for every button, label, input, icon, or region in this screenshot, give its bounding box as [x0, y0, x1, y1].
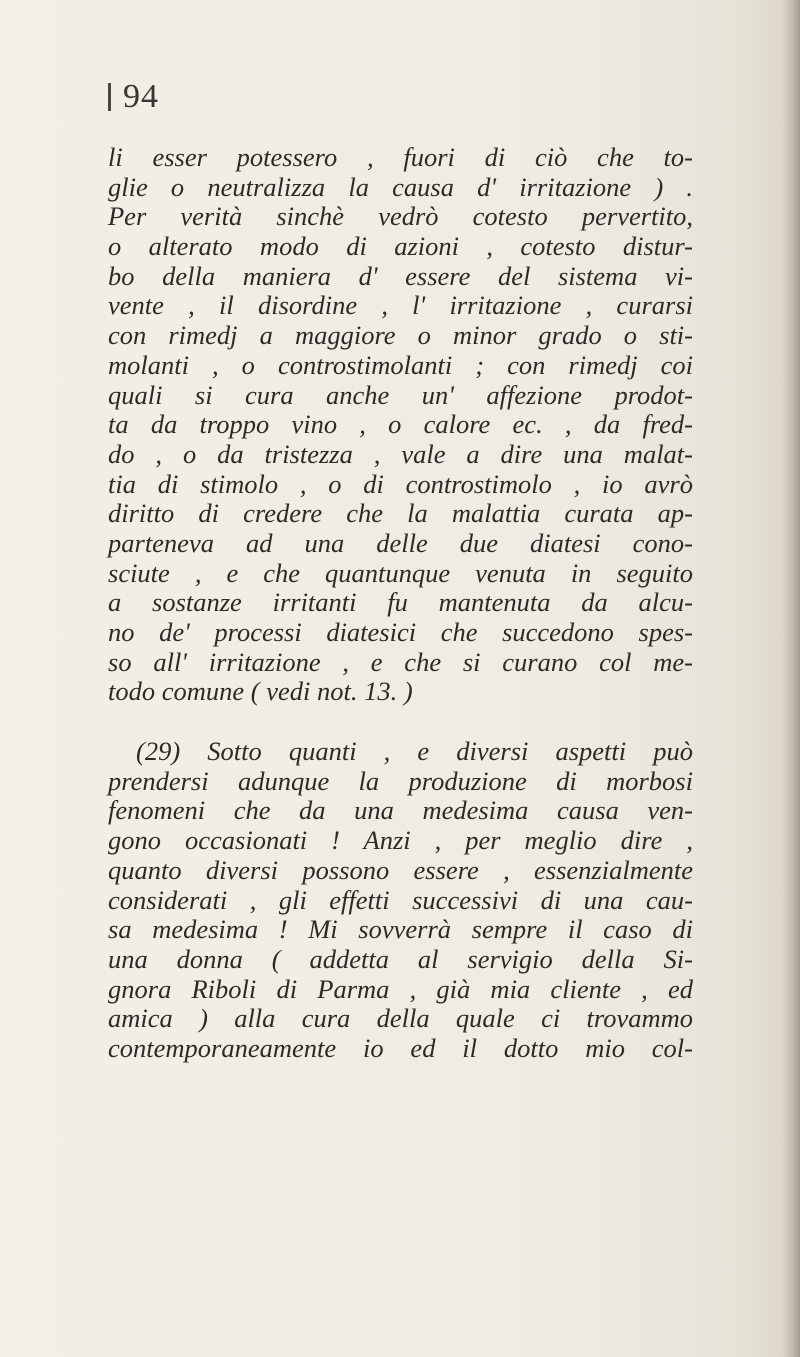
- text-line: contemporaneamente io ed il dotto mio col-: [108, 1032, 693, 1063]
- text-line: considerati , gli effetti successivi di una cau-: [108, 884, 693, 915]
- paragraph-2: [108, 737, 693, 1064]
- text-line: quali si cura anche un' affezione prodot-: [108, 379, 693, 410]
- text-line: amica ) alla cura della quale ci trovammo: [108, 1003, 693, 1034]
- text-line: sa medesima ! Mi sovverrà sempre il caso di: [108, 914, 693, 945]
- text-line: glie o neutralizza la causa d' irritazione ) .: [108, 171, 693, 202]
- text-line: do , o da tristezza , vale a dire una malat-: [108, 438, 693, 469]
- text-line: diritto di credere che la malattia curata ap-: [108, 498, 693, 529]
- page-number: [108, 78, 159, 116]
- paragraph-gap: [108, 707, 693, 737]
- page-edge-shadow: [782, 0, 800, 1357]
- text-line: bo della maniera d' essere del sistema vi-: [108, 260, 693, 291]
- text-line: prendersi adunque la produzione di morbosi: [108, 765, 693, 796]
- text-line: ta da troppo vino , o calore ec. , da fred-: [108, 409, 693, 440]
- text-line: vente , il disordine , l' irritazione , curarsi: [108, 290, 693, 321]
- text-line: o alterato modo di azioni , cotesto distur-: [108, 231, 693, 262]
- text-line: so all' irritazione , e che si curano col me-: [108, 646, 693, 677]
- page-number-mark: [108, 83, 111, 111]
- text-line: parteneva ad una delle due diatesi cono-: [108, 527, 693, 558]
- text-line: li esser potessero , fuori di ciò che to-: [108, 142, 693, 172]
- text-line: todo comune ( vedi not. 13. ): [108, 676, 413, 707]
- text-line: una donna ( addetta al servigio della Si-: [108, 943, 693, 974]
- text-line: Per verità sinchè vedrò cotesto pervertito,: [108, 201, 693, 232]
- body-text: [108, 143, 693, 1064]
- text-line: sciute , e che quantunque venuta in seguito: [108, 557, 693, 588]
- text-line: quanto diversi possono essere , essenzialmente: [108, 854, 693, 885]
- text-line: fenomeni che da una medesima causa ven-: [108, 795, 693, 826]
- text-line: tia di stimolo , o di controstimolo , io avrò: [108, 468, 693, 499]
- text-line: a sostanze irritanti fu mantenuta da alcu-: [108, 587, 693, 618]
- text-line: no de' processi diatesici che succedono spes-: [108, 617, 693, 647]
- text-line: molanti , o controstimolanti ; con rimedj coi: [108, 349, 693, 380]
- paragraph-1: [108, 143, 693, 707]
- text-line: gnora Riboli di Parma , già mia cliente , ed: [108, 973, 693, 1004]
- text-line: (29) Sotto quanti , e diversi aspetti può: [136, 736, 693, 767]
- text-line: gono occasionati ! Anzi , per meglio dire ,: [108, 825, 693, 856]
- page-number-text: 94: [123, 78, 159, 115]
- text-line: con rimedj a maggiore o minor grado o sti-: [108, 320, 693, 351]
